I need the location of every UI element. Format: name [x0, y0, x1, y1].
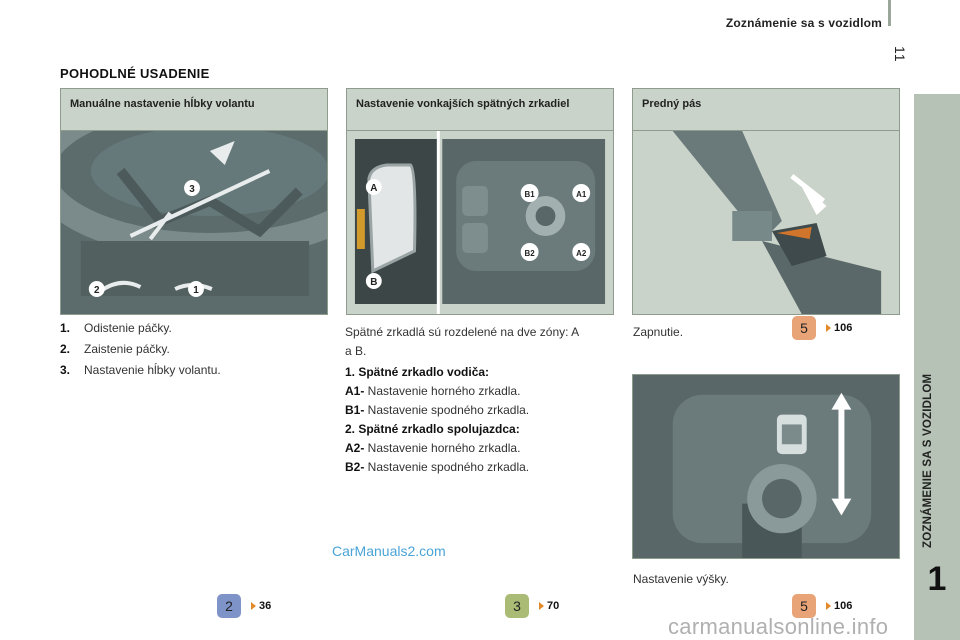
footer-watermark: carmanualsonline.info — [668, 614, 889, 639]
list-item — [345, 439, 585, 458]
reference-page: 36 — [259, 600, 272, 612]
mirrors-panel — [346, 88, 614, 315]
driver-mirror-heading: 1. Spätné zrkadlo vodiča: — [345, 365, 490, 379]
list-item-number: 1. — [60, 321, 71, 335]
mirror-callout-a1: A1 — [576, 189, 587, 200]
section-title: POHODLNÉ USADENIE — [60, 66, 210, 81]
chapter-badge: 2 — [217, 594, 241, 618]
arrow-right-icon — [826, 602, 831, 610]
steering-panel-title: Manuálne nastavenie hĺbky volantu — [61, 89, 327, 131]
mirrors-description — [345, 323, 585, 477]
page-number: 11 — [892, 46, 908, 63]
chapter-badge: 5 — [792, 594, 816, 618]
steering-wheel-illustration — [61, 131, 327, 314]
header-divider — [888, 0, 891, 26]
site-watermark[interactable]: CarManuals2.com — [332, 543, 446, 559]
seatbelt-height-illustration — [633, 375, 899, 558]
list-item — [60, 339, 320, 360]
mirror-code: B1- — [345, 403, 365, 417]
page-reference-link[interactable] — [505, 594, 559, 618]
arrow-right-icon — [539, 602, 544, 610]
list-item — [345, 382, 585, 401]
list-item-number: 3. — [60, 363, 71, 377]
mirror-code: A1- — [345, 384, 365, 398]
mirror-item-text: Nastavenie spodného zrkadla. — [364, 403, 530, 417]
list-item-number: 2. — [60, 342, 71, 356]
mirror-controls-illustration — [347, 131, 613, 314]
steering-panel — [60, 88, 328, 315]
steering-callout-3: 3 — [189, 183, 195, 196]
chapter-badge: 3 — [505, 594, 529, 618]
reference-page: 106 — [834, 322, 853, 334]
mirror-callout-a: A — [370, 182, 378, 195]
arrow-right-icon — [826, 324, 831, 332]
page-reference-link[interactable] — [217, 594, 271, 618]
reference-page: 106 — [834, 600, 853, 612]
seatbelt-fasten-text: Zapnutie. — [633, 325, 684, 339]
seatbelt-fasten-illustration — [633, 131, 899, 314]
chapter-number: 1 — [927, 560, 947, 598]
seatbelt-panel — [632, 88, 900, 315]
mirror-callout-b2: B2 — [524, 248, 535, 259]
list-item — [60, 360, 320, 381]
seatbelt-height-panel — [632, 374, 900, 559]
mirror-callout-b: B — [370, 276, 378, 289]
list-item-text: Zaistenie páčky. — [84, 342, 170, 356]
steering-steps-list — [60, 318, 320, 381]
mirrors-panel-title: Nastavenie vonkajších spätných zrkadiel — [347, 89, 613, 131]
list-item — [60, 318, 320, 339]
steering-callout-2: 2 — [93, 284, 100, 297]
list-item-text: Nastavenie hĺbky volantu. — [84, 363, 221, 377]
mirror-item-text: Nastavenie spodného zrkadla. — [364, 460, 530, 474]
mirror-item-text: Nastavenie horného zrkadla. — [364, 441, 521, 455]
mirror-item-text: Nastavenie horného zrkadla. — [364, 384, 521, 398]
arrow-right-icon — [251, 602, 256, 610]
header-title: Zoznámenie sa s vozidlom — [725, 16, 882, 30]
mirror-code: A2- — [345, 441, 365, 455]
mirror-callout-b1: B1 — [524, 189, 535, 200]
mirrors-intro: Spätné zrkadlá sú rozdelené na dve zóny: A a B. — [345, 325, 579, 358]
list-item — [345, 401, 585, 420]
reference-page: 70 — [547, 600, 560, 612]
steering-callout-1: 1 — [193, 284, 199, 297]
passenger-mirror-heading: 2. Spätné zrkadlo spolujazdca: — [345, 422, 520, 436]
chapter-badge: 5 — [792, 316, 816, 340]
seatbelt-panel-title: Predný pás — [633, 89, 899, 131]
chapter-vertical-title: ZOZNÁMENIE SA S VOZIDLOM — [922, 373, 934, 548]
list-item — [345, 458, 585, 477]
mirror-code: B2- — [345, 460, 365, 474]
list-item-text: Odistenie páčky. — [84, 321, 172, 335]
seatbelt-height-text: Nastavenie výšky. — [633, 572, 729, 586]
mirror-callout-a2: A2 — [576, 248, 587, 259]
page-reference-link[interactable] — [792, 316, 852, 340]
chapter-sidebar — [914, 94, 960, 640]
